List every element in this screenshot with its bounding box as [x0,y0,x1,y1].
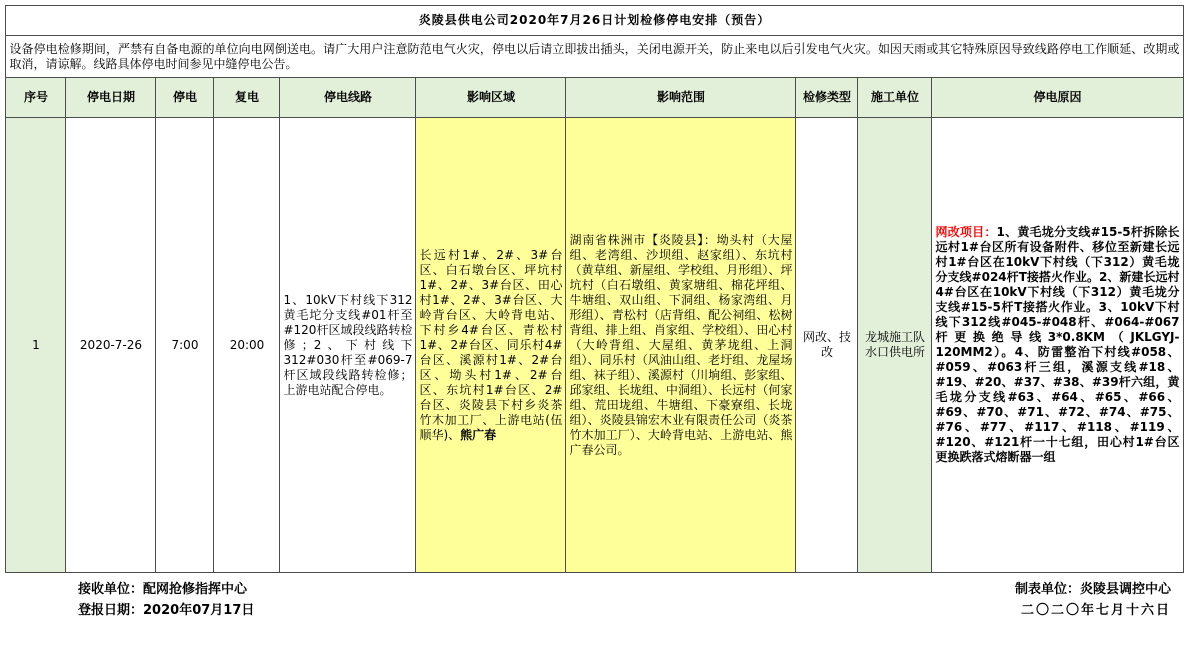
cell-area-highlight: 熊广春 [460,427,497,442]
footer-report-value: 2020年07月17日 [143,603,255,619]
column-header-unit: 施工单位 [858,78,932,118]
cell-date: 2020-7-26 [66,118,156,573]
footer-report-line [78,600,254,621]
notice-row [6,36,1183,78]
footer-receiver-value: 配网抢修指挥中心 [143,582,248,597]
column-header-area: 影响区域 [416,78,566,118]
document-title: 炎陵县供电公司2020年7月26日计划检修停电安排（预告） [6,6,1183,36]
cell-type: 网改、技改 [796,118,858,573]
outage-schedule-table [5,5,1183,573]
column-header-reason: 停电原因 [932,78,1183,118]
safety-notice: 设备停电检修期间，严禁有自备电源的单位向电网倒送电。请广大用户注意防范电气火灾，停电以后请立即拔出插头，关闭电源开关，防止来电以后引发电气火灾。如因天雨或其它特殊原因导致线路停电工作顺延、改期或取消，请谅解。线路具体停电时间参见中缝停电公告。 [6,36,1183,78]
footer-maker-value: 炎陵县调控中心 [1079,582,1171,597]
footer-maker-line [1015,579,1171,600]
cell-index: 1 [6,118,66,573]
column-header-index: 序号 [6,78,66,118]
column-header-date: 停电日期 [66,78,156,118]
footer [6,573,1183,622]
cell-reason-label: 网改项目： [935,225,997,239]
column-header-restore-time: 复电 [214,78,280,118]
cell-restore-time: 20:00 [214,118,280,573]
table-header-row [6,78,1183,118]
footer-report-label: 登报日期： [78,603,144,619]
column-header-outage-time: 停电 [156,78,214,118]
footer-maker-label: 制表单位： [1014,582,1080,597]
title-row [6,6,1183,36]
column-header-scope: 影响范围 [566,78,796,118]
cell-reason-text: 1、黄毛垅分支线#15-5杆拆除长远村1#台区所有设备附件、移位至新建长远村1#台区在10kV下村线（下312）黄毛垅分支线#024杆T接搭火作业。2、新建长远村4#台区在10kV下村线（下312）黄毛垅分支线#15-5杆T接搭火作业。3、10kV下村线下312线#045-#048杆、#064-#067杆更换绝导线3*0.8KM（JKLGYJ-120MM2）。4、防雷整治下村线#058、#059、#063杆三组，溪源支线#18、#19、#20、#37、#38、#39杆六组，黄毛垅分支线#63、#64、#65、#66、#69、#70、#71、#72、#74、#75、#76、#77、#117、#118、#119、#120、#121杆一十七组，田心村1#台区更换跌落式熔断器一组 [935,225,1180,464]
cell-outage-time: 7:00 [156,118,214,573]
column-header-line: 停电线路 [280,78,416,118]
cell-unit: 龙城施工队水口供电所 [858,118,932,573]
footer-left [8,579,254,622]
column-header-type: 检修类型 [796,78,858,118]
cell-line: 1、10kV下村线下312黄毛坨分支线#01杆至#120杆区域段线路转检修；2、下村线下312#030杆至#069-7杆区域段线路转检修；上游电站配合停电。 [280,118,416,573]
cell-scope: 湖南省株洲市【炎陵县】：坳头村（大屋组、老湾组、沙坝组、赵家组）、东坑村（黄草组、新屋组、学校组、月形组）、坪坑村（白石墩组、黄家塘组、棉花坪组、牛塘组、双山组、下洞组、杨家湾组、月形组）、青松村（店背组、配公祠组、松树背组、排上组、肖家组、学校组）、田心村（大岭背组、大屋组、黄茅垅组、上洞组）、同乐村（风油山组、老圩组、龙屋场组、袜子组）、溪源村（川垧组、彭家组、邱家组、长垅组、中洞组）、长远村（何家组、荒田垅组、牛塘组、下豪寮组、长垅组）、炎陵县锦宏木业有限责任公司（炎茶竹木加工厂）、大岭背电站、上游电站、熊广春公司。 [566,118,796,573]
footer-right [1015,579,1181,622]
table-row [6,118,1183,573]
cell-reason [932,118,1183,573]
cell-area-plain: 长远村1#、2#、3#台区、白石墩台区、坪坑村1#、2#、3#台区、田心村1#、2#、3#台区、大岭背台区、大岭背电站、下村乡4#台区、青松村1#、2#台区、同乐村4#台区、溪源村1#、2#台区、坳头村1#、2#台区、东坑村1#台区、2#台区、炎陵县下村乡炎茶竹木加工厂、上游电站(伍顺华)、 [419,247,563,442]
outage-schedule-sheet [0,5,1189,646]
footer-receiver-label: 接收单位： [78,582,144,597]
cell-area [416,118,566,573]
footer-sign-date: 二〇二〇年七月十六日 [1020,603,1171,619]
footer-receiver-line [78,579,254,600]
